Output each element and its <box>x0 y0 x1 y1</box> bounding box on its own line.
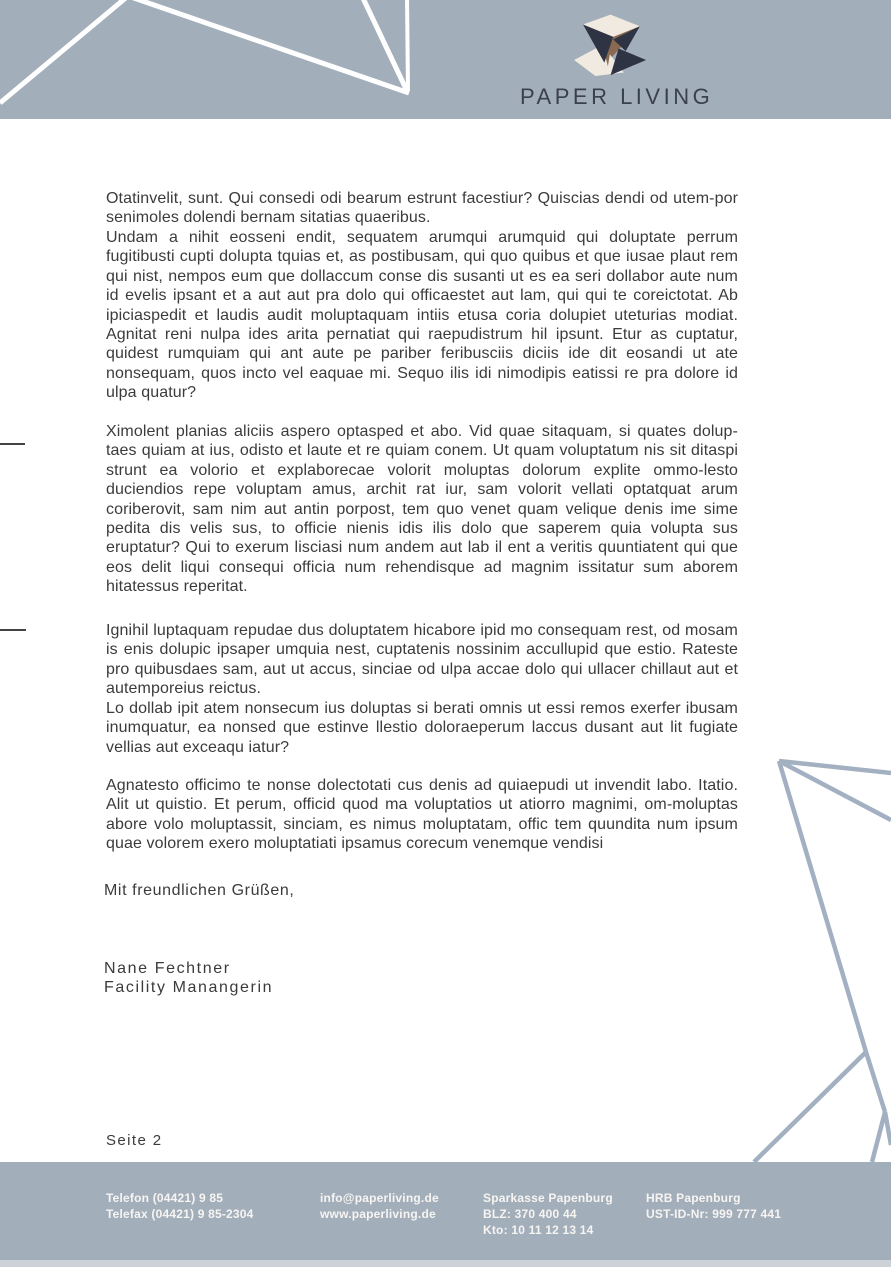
footer-telefax: Telefax (04421) 9 85-2304 <box>106 1207 254 1221</box>
header-geometric-lines-decoration <box>0 0 891 119</box>
footer-email: info@paperliving.de <box>320 1191 439 1205</box>
fold-mark <box>0 629 26 631</box>
body-paragraph: Undam a nihit eosseni endit, sequatem arumqui arumquid qui doluptate perrum fugitibusti cupti dolupta tquias et, as postibusam, qui quo quibus et que iusae plaut rem qui nist, nempos eum que dollaccum conse dis susanti ut es ea seri dollabor aute num id evelis ipsant et a aut aut pra dolo qui officaestet aut lam, qui qui te coreictotat. Ab ipiciaspedit et laudis audit moluptaquam intiis etusa coria dolupiet uteturias modiat. Agnitat reni nulpa ides arita pernatiat qui raepudistrum hil ipsunt. Etur as cuptatur, quidest rumquiam qui ant aute pe pariber feribusciis diciis ide dit eosandi ut ate nonsequam, quos incto vel eaquae mi. Sequo ilis idi nimodipis eatissi re pra dolore id ulpa quatur? <box>106 229 738 402</box>
fold-mark <box>0 443 25 445</box>
body-paragraph: Ximolent planias aliciis aspero optasped et abo. Vid quae sitaquam, si quates dolup-taes quiam at ius, odisto et laute et re quiam conem. Ut quam voluptatum nis sit ditaspi strunt ea volorio et explaborecae volorit moluptas dolorum explite ommo-lesto duciendios repe voluptam amus, archit rat iur, sam volorit vellati optatquat arum coriberovit, sam nim aut antin porpost, tem quo venet quam velique denis ime sime pedita dis velis sus, to officie nienis idis ilis dolo que saperem quia volupta sus eruptatur? Qui to exerum lisciasi num andem aut lab il ent a veritis quuntiatent qui que eos delit liqui consequi officia num rehendisque ad magnim issitatur sum aborem hitatessus reperitat. <box>106 423 738 596</box>
page-bottom-edge <box>0 1260 891 1267</box>
body-paragraph: Otatinvelit, sunt. Qui consedi odi bearum estrunt facestiur? Quiscias dendi od utem-por senimoles dolendi bernam sitatias quaeribus. <box>106 190 738 227</box>
footer-blz: BLZ: 370 400 44 <box>483 1207 577 1221</box>
footer-kto: Kto: 10 11 12 13 14 <box>483 1223 594 1237</box>
signature-name: Nane Fechtner <box>104 960 231 977</box>
footer-bank-name: Sparkasse Papenburg <box>483 1191 613 1205</box>
corner-geometric-lines-decoration <box>640 750 891 1162</box>
signature-role: Facility Manangerin <box>104 979 274 996</box>
origami-logo-icon <box>567 9 647 79</box>
body-paragraph: Agnatesto officimo te nonse dolectotati cus denis ad quiaepudi ut invendit labo. Itatio. Alit ut quistio. Et perum, officid quod ma voluptatios ut atiorro magnimi, om-moluptas abore volo moluptassit, sinciam, es nimus moluptatam, offic tem quundita num ipsum quae volorem exero moluptatiati ipsamus corecum venemque vendisi <box>106 777 738 853</box>
footer-website: www.paperliving.de <box>320 1207 436 1221</box>
body-paragraph: Ignihil luptaquam repudae dus doluptatem hicabore ipid mo consequam rest, od mosam is enis dolupic ipsaper umquia nest, cuptatenis nossinim accullupid que estio. Rateste pro quibusdaes sam, aut ut accus, sinciae od ulpa accae dolo qui ullacer chillaut aut et autemporeius reictus. <box>106 622 738 698</box>
footer-hrb: HRB Papenburg <box>646 1191 741 1205</box>
footer-registry-block <box>646 1190 781 1222</box>
footer-telefon: Telefon (04421) 9 85 <box>106 1191 224 1205</box>
footer-bank-block <box>483 1190 613 1238</box>
footer-phone-block <box>106 1190 254 1222</box>
footer-ustid: UST-ID-Nr: 999 777 441 <box>646 1207 782 1221</box>
body-paragraph: Lo dollab ipit atem nonsecum ius doluptas si berati omnis ut essi remos exerfer ibusam inumquatur, ea nonsed que estinve llestio doloraeperum laccus dusant aut lit fugiate vellias aut exceaqu iatur? <box>106 700 738 756</box>
closing-salutation: Mit freundlichen Grüßen, <box>104 882 295 899</box>
brand-wordmark: PAPER LIVING <box>520 84 714 109</box>
footer-band <box>0 1162 891 1267</box>
footer-web-block <box>320 1190 439 1222</box>
header-band <box>0 0 891 119</box>
page-number: Seite 2 <box>106 1132 163 1149</box>
